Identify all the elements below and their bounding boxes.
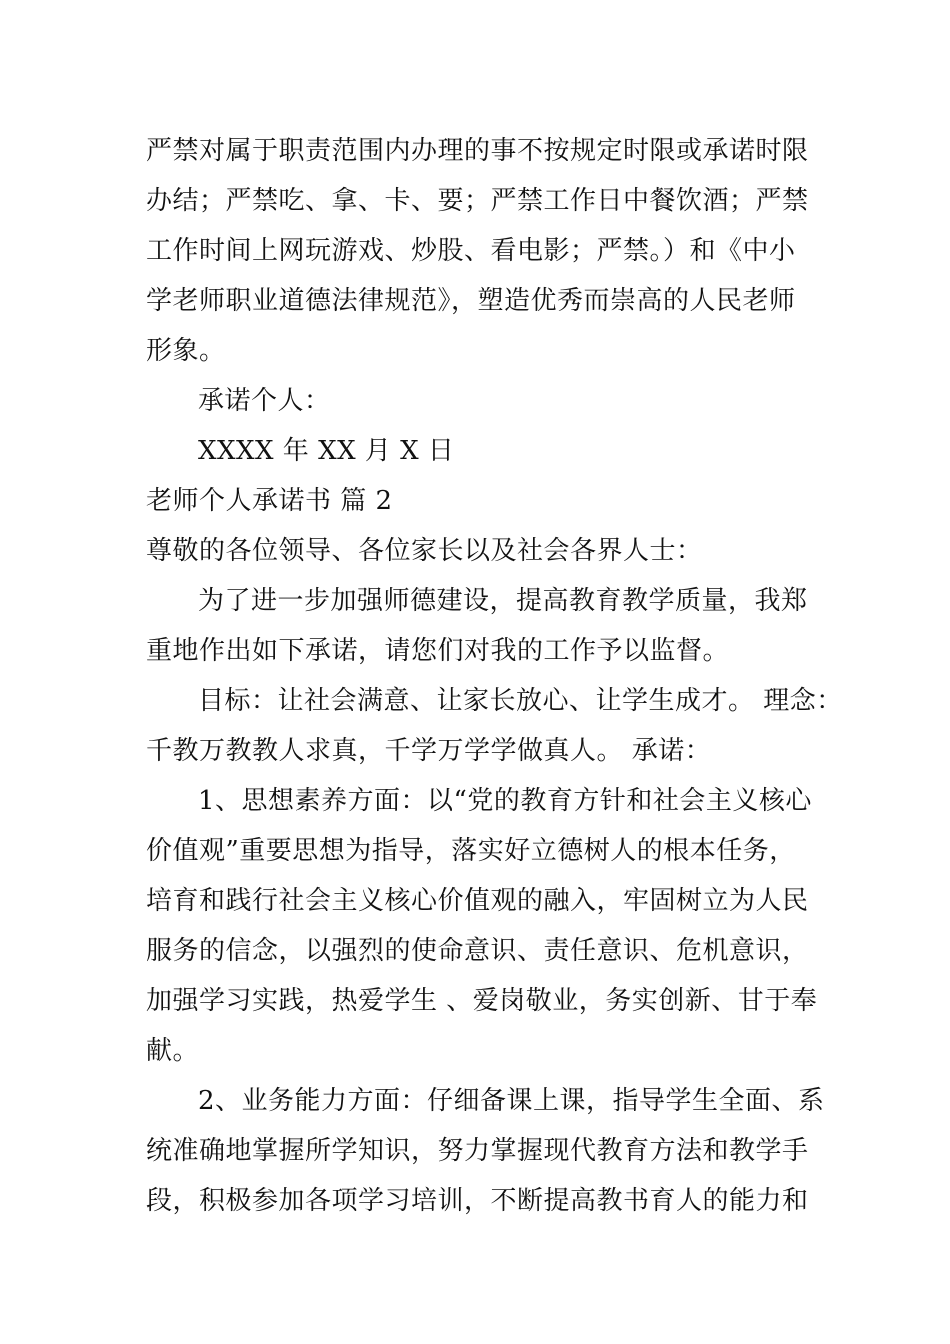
item1-line-5: 加强学习实践，热爱学生 、爱岗敬业，务实创新、甘于奉 (146, 986, 818, 1016)
para1-line-3: 工作时间上网玩游戏、炒股、看电影；严禁。）和《中小 (146, 236, 796, 266)
para1-line-4: 学老师职业道德法律规范》，塑造优秀而崇高的人民老师 (146, 286, 796, 316)
item1-line-6: 献。 (146, 1036, 200, 1066)
para1-line-2: 办结；严禁吃、拿、卡、要；严禁工作日中餐饮酒；严禁 (146, 186, 809, 216)
item1-line-3: 培育和践行社会主义核心价值观的融入，牢固树立为人民 (146, 886, 809, 916)
signature-date: XXXX 年 XX 月 X 日 (198, 436, 455, 466)
para1-line-1: 严禁对属于职责范围内办理的事不按规定时限或承诺时限 (146, 136, 809, 166)
para1-line-5: 形象。 (146, 336, 226, 366)
intro-line-2: 重地作出如下承诺，请您们对我的工作予以监督。 (146, 636, 730, 666)
section-title: 老师个人承诺书 篇 2 (146, 486, 393, 516)
item1-line-1: 1、思想素养方面：以“党的教育方针和社会主义核心 (198, 786, 812, 816)
goal-line-1: 目标：让社会满意、让家长放心、让学生成才。 理念： (198, 686, 843, 716)
item2-line-3: 段，积极参加各项学习培训，不断提高教书育人的能力和 (146, 1186, 809, 1216)
signature-label: 承诺个人： (198, 386, 331, 416)
item2-line-1: 2、业务能力方面：仔细备课上课，指导学生全面、系 (198, 1086, 825, 1116)
intro-line-1: 为了进一步加强师德建设，提高教育教学质量，我郑 (198, 586, 808, 616)
goal-line-2: 千教万教教人求真，千学万学学做真人。 承诺： (146, 736, 712, 766)
item1-line-2: 价值观”重要思想为指导，落实好立德树人的根本任务， (146, 836, 796, 866)
item2-line-2: 统准确地掌握所学知识，努力掌握现代教育方法和教学手 (146, 1136, 809, 1166)
item1-line-4: 服务的信念，以强烈的使命意识、责任意识、危机意识， (146, 936, 809, 966)
greeting: 尊敬的各位领导、各位家长以及社会各界人士： (146, 536, 703, 566)
